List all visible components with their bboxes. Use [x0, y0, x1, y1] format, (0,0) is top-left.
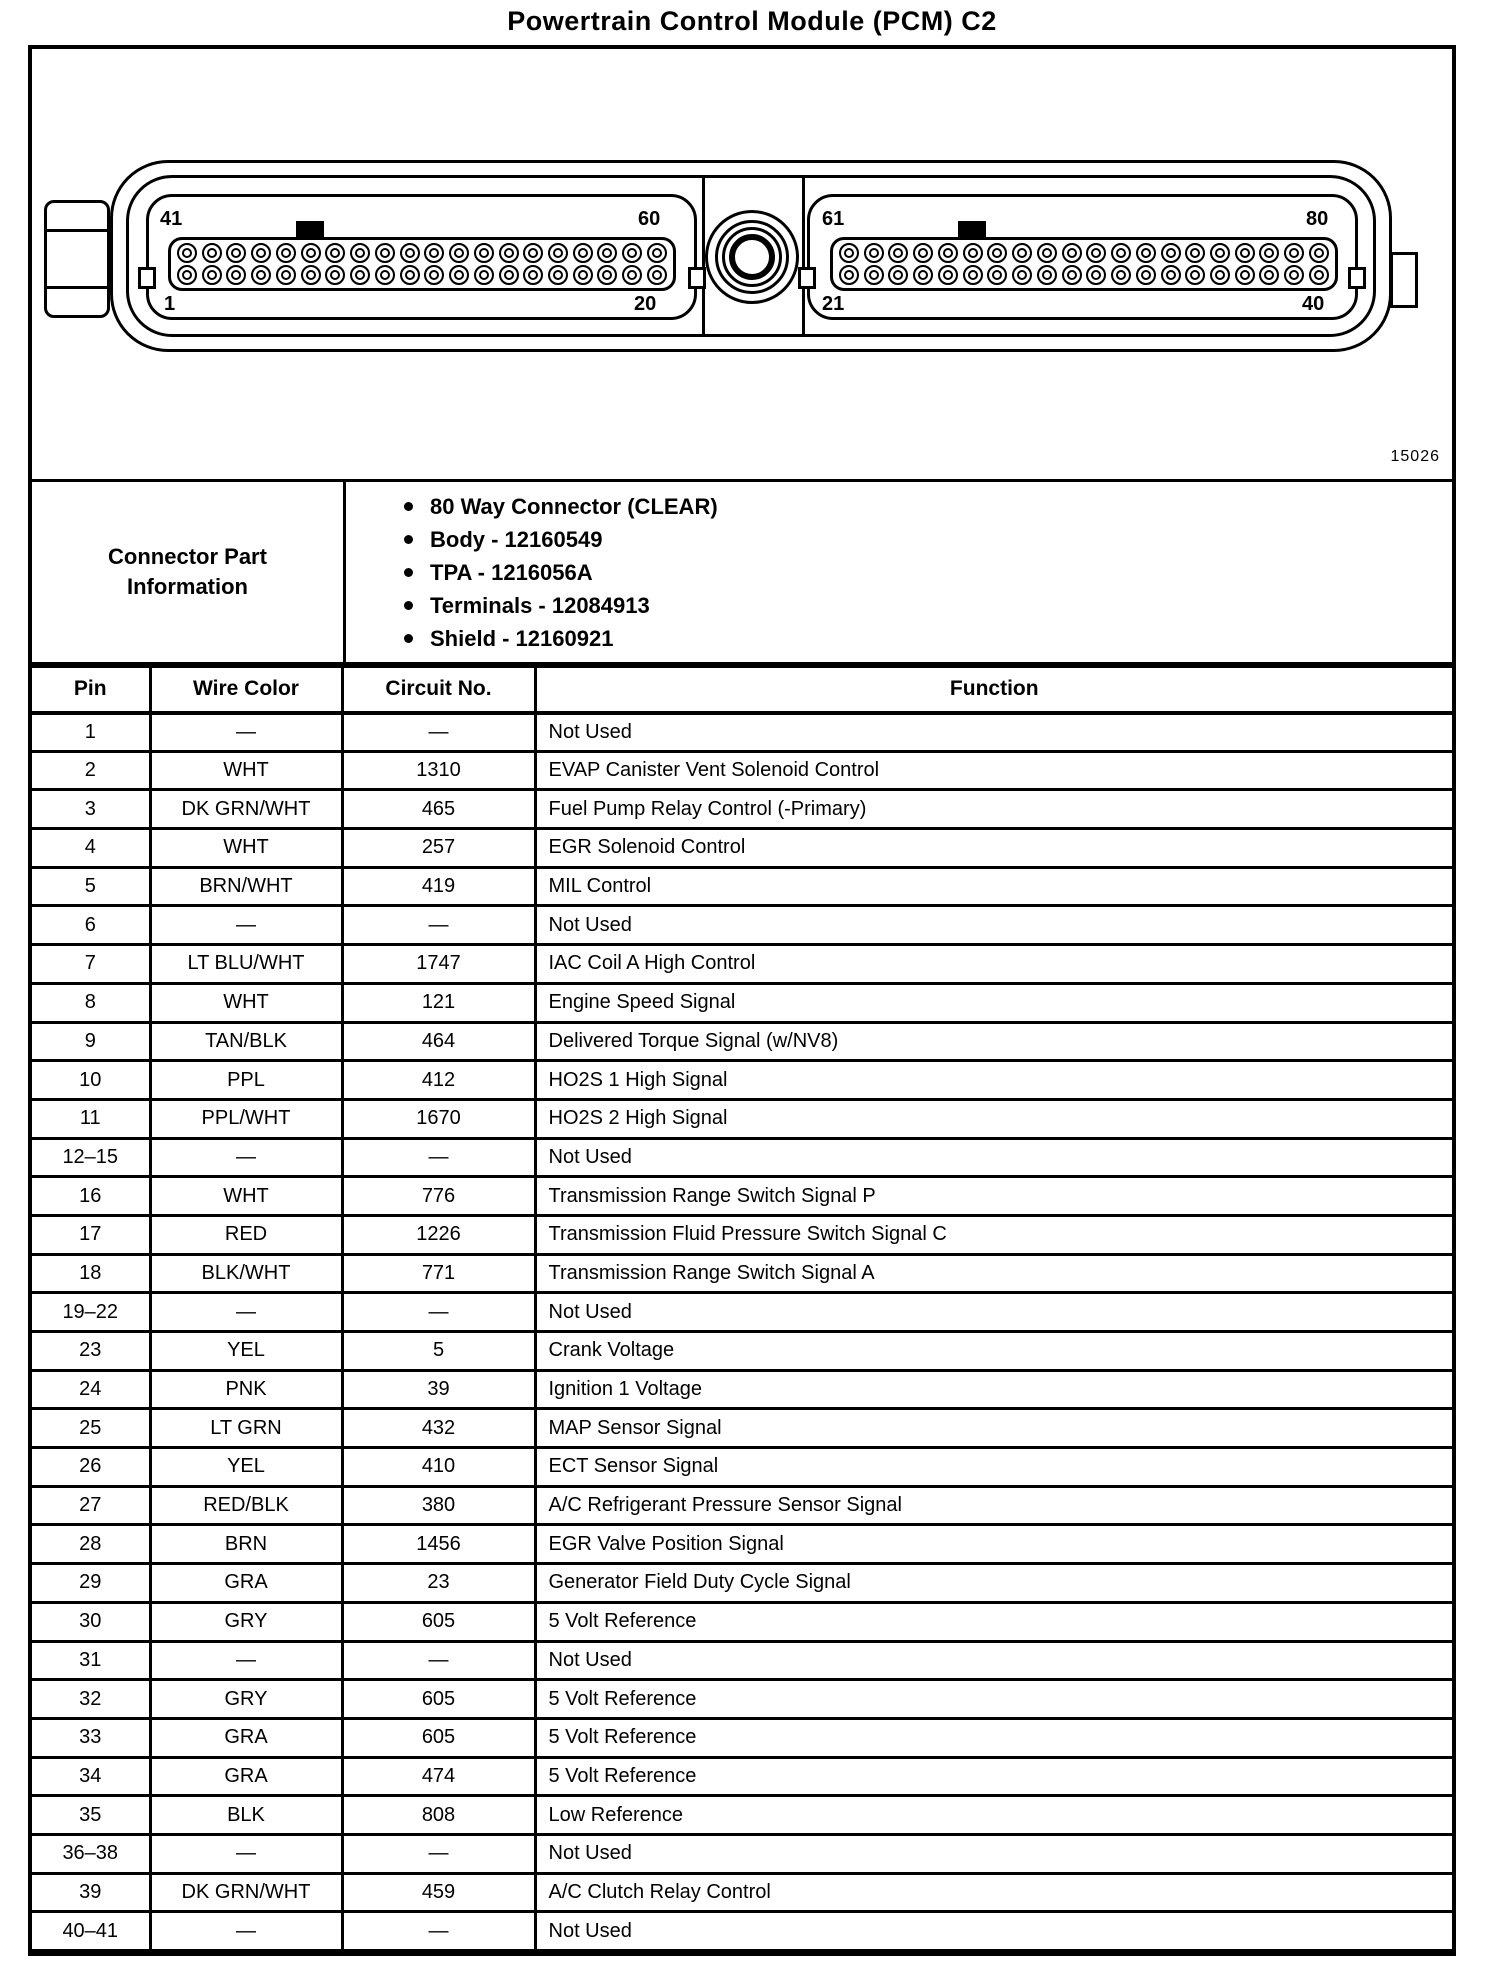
pin-cell: 10: [32, 1061, 150, 1100]
pin-terminal: [622, 265, 642, 285]
pin-terminal: [1309, 265, 1329, 285]
side-notch: [798, 267, 816, 289]
table-row: [32, 1680, 1452, 1719]
pin-cell: 18: [32, 1254, 150, 1293]
table-row: [32, 983, 1452, 1022]
wire-color-cell: —: [150, 1834, 342, 1873]
table-row: [32, 1602, 1452, 1641]
circuit-no-cell: 23: [342, 1564, 535, 1603]
pin-terminal: [474, 243, 494, 263]
circuit-no-cell: 465: [342, 790, 535, 829]
pin-terminal: [449, 243, 469, 263]
function-cell: EGR Valve Position Signal: [535, 1525, 1452, 1564]
pin-terminal: [400, 265, 420, 285]
pin-terminal: [474, 265, 494, 285]
header-cell: Pin: [32, 667, 150, 713]
pin-terminal: [1284, 243, 1304, 263]
function-cell: 5 Volt Reference: [535, 1718, 1452, 1757]
pin-terminal: [350, 243, 370, 263]
circuit-no-cell: 808: [342, 1796, 535, 1835]
pin-terminal: [523, 265, 543, 285]
function-cell: EVAP Canister Vent Solenoid Control: [535, 751, 1452, 790]
table-row: [32, 1061, 1452, 1100]
function-cell: Fuel Pump Relay Control (-Primary): [535, 790, 1452, 829]
table-row: [32, 1409, 1452, 1448]
circuit-no-cell: 419: [342, 867, 535, 906]
pin-terminal: [1012, 243, 1032, 263]
wire-color-cell: DK GRN/WHT: [150, 1873, 342, 1912]
table-row: [32, 945, 1452, 984]
pin-terminal: [839, 243, 859, 263]
circuit-no-cell: 776: [342, 1177, 535, 1216]
pin-terminal: [987, 243, 1007, 263]
pin-row: [839, 265, 1329, 285]
function-cell: Transmission Fluid Pressure Switch Signal C: [535, 1215, 1452, 1254]
pin-label: 60: [638, 208, 661, 230]
wire-color-cell: BLK: [150, 1796, 342, 1835]
function-cell: 5 Volt Reference: [535, 1757, 1452, 1796]
pin-terminal: [449, 265, 469, 285]
wire-color-cell: —: [150, 1293, 342, 1332]
function-cell: Not Used: [535, 713, 1452, 752]
function-cell: Not Used: [535, 1834, 1452, 1873]
circuit-no-cell: 412: [342, 1061, 535, 1100]
circuit-no-cell: 1747: [342, 945, 535, 984]
pin-terminal: [301, 243, 321, 263]
pin-terminal: [424, 265, 444, 285]
wire-color-cell: —: [150, 713, 342, 752]
pin-label: 80: [1306, 208, 1329, 230]
function-cell: Crank Voltage: [535, 1332, 1452, 1371]
pin-label: 20: [634, 293, 657, 315]
table-row: [32, 790, 1452, 829]
part-info-panel: [346, 482, 1452, 662]
pin-terminal: [1235, 265, 1255, 285]
pin-cell: 26: [32, 1448, 150, 1487]
pin-row: [177, 265, 667, 285]
mounting-ear-left: [44, 200, 110, 318]
wire-color-cell: WHT: [150, 983, 342, 1022]
function-cell: 5 Volt Reference: [535, 1680, 1452, 1719]
wire-color-cell: WHT: [150, 829, 342, 868]
pin-cell: 25: [32, 1409, 150, 1448]
pin-terminal: [913, 265, 933, 285]
pin-terminal: [647, 243, 667, 263]
table-header-row: [32, 667, 1452, 713]
pin-label: 40: [1302, 293, 1325, 315]
pin-terminal: [375, 265, 395, 285]
pin-cell: 32: [32, 1680, 150, 1719]
pin-terminal: [573, 265, 593, 285]
table-row: [32, 1525, 1452, 1564]
circuit-no-cell: 771: [342, 1254, 535, 1293]
function-cell: EGR Solenoid Control: [535, 829, 1452, 868]
mounting-boss: [705, 210, 799, 304]
wire-color-cell: WHT: [150, 751, 342, 790]
page-title: Powertrain Control Module (PCM) C2: [507, 6, 997, 36]
circuit-no-cell: 605: [342, 1602, 535, 1641]
circuit-no-cell: 121: [342, 983, 535, 1022]
circuit-no-cell: —: [342, 1912, 535, 1951]
circuit-no-cell: —: [342, 713, 535, 752]
wire-color-cell: —: [150, 1138, 342, 1177]
pin-terminal: [938, 243, 958, 263]
circuit-no-cell: 1456: [342, 1525, 535, 1564]
pin-cell: 27: [32, 1486, 150, 1525]
wire-color-cell: RED/BLK: [150, 1486, 342, 1525]
circuit-no-cell: 1670: [342, 1099, 535, 1138]
boss-wall-right: [802, 178, 805, 336]
function-cell: Transmission Range Switch Signal P: [535, 1177, 1452, 1216]
header-cell: Wire Color: [150, 667, 342, 713]
table-row: [32, 1138, 1452, 1177]
pin-terminal: [1086, 265, 1106, 285]
list-item: Body - 12160549: [404, 523, 718, 556]
wire-color-cell: GRA: [150, 1564, 342, 1603]
table-row: [32, 1177, 1452, 1216]
pin-terminal: [325, 265, 345, 285]
wire-color-cell: PPL/WHT: [150, 1099, 342, 1138]
pin-terminal: [963, 265, 983, 285]
pin-cell: 34: [32, 1757, 150, 1796]
function-cell: Not Used: [535, 1641, 1452, 1680]
table-body: [32, 713, 1452, 1951]
pin-terminal: [499, 243, 519, 263]
pin-cell: 19–22: [32, 1293, 150, 1332]
pin-terminal: [251, 243, 271, 263]
pin-terminal: [177, 265, 197, 285]
circuit-no-cell: 39: [342, 1370, 535, 1409]
header-cell: Circuit No.: [342, 667, 535, 713]
pin-terminal: [573, 243, 593, 263]
function-cell: Not Used: [535, 906, 1452, 945]
pin-terminal: [1185, 243, 1205, 263]
pin-terminal: [276, 243, 296, 263]
pin-terminal: [1259, 243, 1279, 263]
pin-label: 41: [160, 208, 183, 230]
table-row: [32, 1370, 1452, 1409]
pin-terminal: [1210, 243, 1230, 263]
pin-terminal: [1111, 265, 1131, 285]
connector-figure: [32, 49, 1452, 482]
pin-terminal: [963, 243, 983, 263]
boss-ring: [715, 220, 789, 294]
pin-cell: 40–41: [32, 1912, 150, 1951]
table-row: [32, 1757, 1452, 1796]
wire-color-cell: LT BLU/WHT: [150, 945, 342, 984]
pin-terminal: [1185, 265, 1205, 285]
pin-terminal: [202, 243, 222, 263]
function-cell: Low Reference: [535, 1796, 1452, 1835]
function-cell: 5 Volt Reference: [535, 1602, 1452, 1641]
pin-cell: 4: [32, 829, 150, 868]
pin-cell: 24: [32, 1370, 150, 1409]
pin-terminal: [325, 243, 345, 263]
list-item: TPA - 1216056A: [404, 556, 718, 589]
figure-number: 15026: [1390, 448, 1440, 465]
wire-color-cell: —: [150, 1912, 342, 1951]
function-cell: Ignition 1 Voltage: [535, 1370, 1452, 1409]
pin-terminal: [226, 243, 246, 263]
pin-terminal: [1210, 265, 1230, 285]
wire-color-cell: YEL: [150, 1448, 342, 1487]
table-row: [32, 1796, 1452, 1835]
pin-terminal: [1235, 243, 1255, 263]
pin-cell: 9: [32, 1022, 150, 1061]
pin-cell: 29: [32, 1564, 150, 1603]
pin-terminal: [1309, 243, 1329, 263]
boss-ring: [722, 227, 782, 287]
function-cell: Not Used: [535, 1138, 1452, 1177]
pin-cell: 7: [32, 945, 150, 984]
pin-terminal: [622, 243, 642, 263]
pin-cell: 39: [32, 1873, 150, 1912]
function-cell: A/C Clutch Relay Control: [535, 1873, 1452, 1912]
table-row: [32, 1293, 1452, 1332]
pin-terminal: [597, 243, 617, 263]
header-cell: Function: [535, 667, 1452, 713]
table-row: [32, 1215, 1452, 1254]
side-notch: [1348, 267, 1366, 289]
pin-terminal: [1161, 243, 1181, 263]
pin-cell: 6: [32, 906, 150, 945]
part-info-list: [346, 490, 718, 655]
pin-cell: 23: [32, 1332, 150, 1371]
table-row: [32, 1486, 1452, 1525]
table-row: [32, 1834, 1452, 1873]
side-notch: [138, 267, 156, 289]
part-info-section: [32, 482, 1452, 665]
list-item: Terminals - 12084913: [404, 589, 718, 622]
side-notch: [688, 267, 706, 289]
wire-color-cell: GRY: [150, 1680, 342, 1719]
function-cell: MIL Control: [535, 867, 1452, 906]
function-cell: ECT Sensor Signal: [535, 1448, 1452, 1487]
wire-color-cell: BLK/WHT: [150, 1254, 342, 1293]
wire-color-cell: TAN/BLK: [150, 1022, 342, 1061]
mounting-ear-right: [1390, 252, 1418, 308]
pin-cell: 17: [32, 1215, 150, 1254]
pin-terminal: [400, 243, 420, 263]
function-cell: MAP Sensor Signal: [535, 1409, 1452, 1448]
table-row: [32, 1564, 1452, 1603]
pin-terminal: [276, 265, 296, 285]
circuit-no-cell: 474: [342, 1757, 535, 1796]
circuit-no-cell: 432: [342, 1409, 535, 1448]
table-row: [32, 1912, 1452, 1951]
function-cell: Engine Speed Signal: [535, 983, 1452, 1022]
pin-row: [177, 243, 667, 263]
wire-color-cell: RED: [150, 1215, 342, 1254]
table-row: [32, 829, 1452, 868]
pin-block-right: [830, 237, 1338, 291]
pin-cell: 30: [32, 1602, 150, 1641]
wire-color-cell: BRN: [150, 1525, 342, 1564]
part-info-heading: Connector Part Information: [32, 482, 346, 662]
table-row: [32, 1332, 1452, 1371]
table-row: [32, 1254, 1452, 1293]
circuit-no-cell: 5: [342, 1332, 535, 1371]
pin-cell: 5: [32, 867, 150, 906]
pin-terminal: [1037, 243, 1057, 263]
circuit-no-cell: —: [342, 1138, 535, 1177]
pin-label: 21: [822, 293, 845, 315]
circuit-no-cell: —: [342, 906, 535, 945]
table-row: [32, 1873, 1452, 1912]
list-item: Shield - 12160921: [404, 622, 718, 655]
pin-terminal: [1086, 243, 1106, 263]
function-cell: HO2S 1 High Signal: [535, 1061, 1452, 1100]
circuit-no-cell: —: [342, 1834, 535, 1873]
table-row: [32, 751, 1452, 790]
list-item: 80 Way Connector (CLEAR): [404, 490, 718, 523]
pin-terminal: [1284, 265, 1304, 285]
pin-terminal: [597, 265, 617, 285]
table-row: [32, 1099, 1452, 1138]
wire-color-cell: GRA: [150, 1718, 342, 1757]
pin-terminal: [177, 243, 197, 263]
pin-terminal: [1012, 265, 1032, 285]
circuit-no-cell: —: [342, 1641, 535, 1680]
pin-terminal: [839, 265, 859, 285]
function-cell: Generator Field Duty Cycle Signal: [535, 1564, 1452, 1603]
pin-terminal: [888, 265, 908, 285]
pin-terminal: [548, 265, 568, 285]
circuit-no-cell: —: [342, 1293, 535, 1332]
wire-color-cell: WHT: [150, 1177, 342, 1216]
pin-terminal: [888, 243, 908, 263]
wire-color-cell: LT GRN: [150, 1409, 342, 1448]
pin-cell: 16: [32, 1177, 150, 1216]
table-row: [32, 713, 1452, 752]
function-cell: Transmission Range Switch Signal A: [535, 1254, 1452, 1293]
table-row: [32, 1641, 1452, 1680]
circuit-no-cell: 464: [342, 1022, 535, 1061]
circuit-no-cell: 1310: [342, 751, 535, 790]
pin-terminal: [1259, 265, 1279, 285]
pin-terminal: [938, 265, 958, 285]
wire-color-cell: BRN/WHT: [150, 867, 342, 906]
function-cell: Not Used: [535, 1912, 1452, 1951]
table-row: [32, 906, 1452, 945]
pin-terminal: [1161, 265, 1181, 285]
pin-terminal: [987, 265, 1007, 285]
pin-terminal: [1136, 265, 1156, 285]
pin-cell: 12–15: [32, 1138, 150, 1177]
pin-terminal: [548, 243, 568, 263]
circuit-no-cell: 1226: [342, 1215, 535, 1254]
wire-color-cell: GRA: [150, 1757, 342, 1796]
pin-terminal: [864, 243, 884, 263]
table-row: [32, 1718, 1452, 1757]
pin-cell: 1: [32, 713, 150, 752]
pin-terminal: [1062, 265, 1082, 285]
pin-cell: 36–38: [32, 1834, 150, 1873]
pin-terminal: [523, 243, 543, 263]
wire-color-cell: DK GRN/WHT: [150, 790, 342, 829]
pin-cell: 28: [32, 1525, 150, 1564]
wire-color-cell: GRY: [150, 1602, 342, 1641]
boss-bolt-hole: [729, 234, 775, 280]
pin-terminal: [647, 265, 667, 285]
circuit-no-cell: 459: [342, 1873, 535, 1912]
table-row: [32, 867, 1452, 906]
pin-cell: 11: [32, 1099, 150, 1138]
wire-color-cell: YEL: [150, 1332, 342, 1371]
wire-color-cell: PPL: [150, 1061, 342, 1100]
circuit-no-cell: 605: [342, 1680, 535, 1719]
pin-terminal: [226, 265, 246, 285]
circuit-no-cell: 380: [342, 1486, 535, 1525]
circuit-no-cell: 410: [342, 1448, 535, 1487]
pin-cell: 2: [32, 751, 150, 790]
pin-terminal: [1062, 243, 1082, 263]
wire-color-cell: —: [150, 906, 342, 945]
wire-color-cell: —: [150, 1641, 342, 1680]
circuit-no-cell: 257: [342, 829, 535, 868]
pin-terminal: [350, 265, 370, 285]
pin-cell: 3: [32, 790, 150, 829]
function-cell: Delivered Torque Signal (w/NV8): [535, 1022, 1452, 1061]
table-row: [32, 1448, 1452, 1487]
pin-terminal: [1037, 265, 1057, 285]
pin-cell: 35: [32, 1796, 150, 1835]
pinout-table: [32, 665, 1452, 1952]
pin-terminal: [1136, 243, 1156, 263]
wire-color-cell: PNK: [150, 1370, 342, 1409]
pin-terminal: [424, 243, 444, 263]
pin-terminal: [499, 265, 519, 285]
pin-terminal: [864, 265, 884, 285]
pin-cell: 31: [32, 1641, 150, 1680]
function-cell: Not Used: [535, 1293, 1452, 1332]
pin-terminal: [1111, 243, 1131, 263]
function-cell: IAC Coil A High Control: [535, 945, 1452, 984]
pin-terminal: [202, 265, 222, 285]
pin-row: [839, 243, 1329, 263]
pin-label: 61: [822, 208, 845, 230]
pin-block-left: [168, 237, 676, 291]
pin-terminal: [913, 243, 933, 263]
function-cell: A/C Refrigerant Pressure Sensor Signal: [535, 1486, 1452, 1525]
pin-terminal: [301, 265, 321, 285]
pin-cell: 8: [32, 983, 150, 1022]
table-row: [32, 1022, 1452, 1061]
pin-label: 1: [164, 293, 176, 315]
function-cell: HO2S 2 High Signal: [535, 1099, 1452, 1138]
circuit-no-cell: 605: [342, 1718, 535, 1757]
pin-cell: 33: [32, 1718, 150, 1757]
pin-terminal: [375, 243, 395, 263]
document-box: [28, 45, 1456, 1956]
pin-terminal: [251, 265, 271, 285]
